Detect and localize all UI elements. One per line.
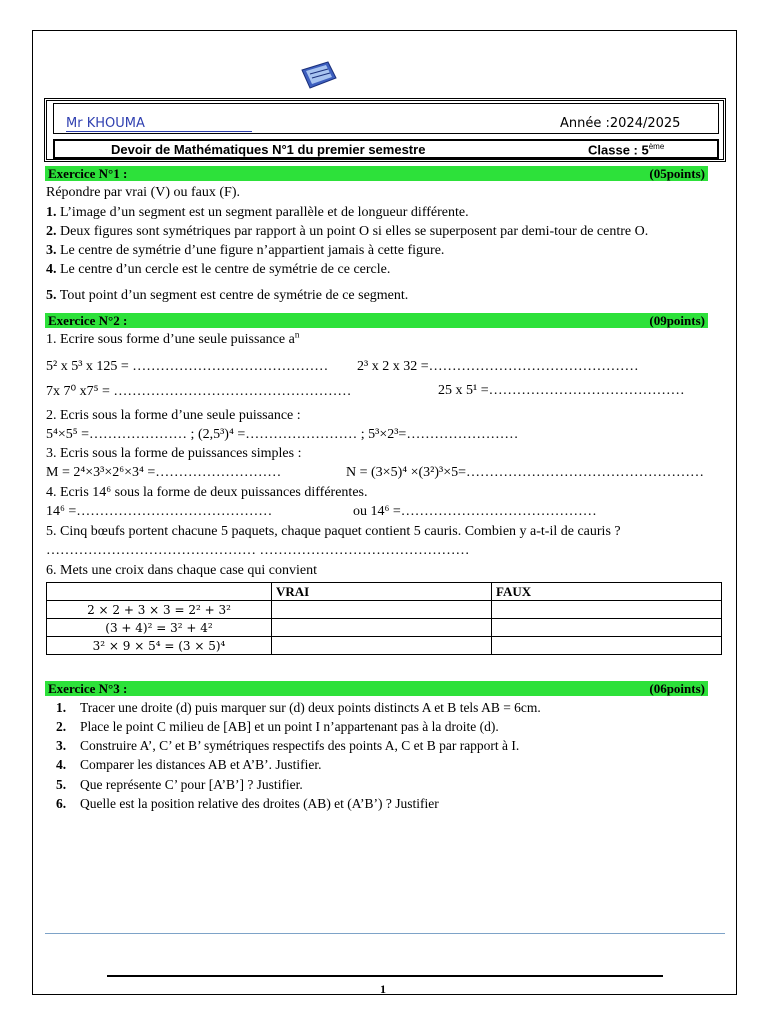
exercise-1-item xyxy=(46,205,469,221)
page-number: 1 xyxy=(380,982,386,996)
q5-line: ……………………………………… ……………………………………… xyxy=(46,543,470,558)
item-text: Deux figures sont symétriques par rapport à un point O si elles se superposent par demi-tour de centre O. xyxy=(60,224,649,239)
item-number: 2. xyxy=(56,719,67,734)
footer-divider xyxy=(45,933,725,934)
q2-line: 5⁴×5⁵ =………………… ; (2,5³)⁴ =…………………… ; 5³×2³=…………………… xyxy=(46,427,519,442)
exercise-1-item xyxy=(46,224,648,240)
table-expression: (3 + 4)² = 3² + 4² xyxy=(47,619,272,637)
q1-line-b: 2³ x 2 x 32 =……………………………………… xyxy=(357,359,639,374)
table-header-row xyxy=(47,583,722,601)
question-sup: n xyxy=(294,329,300,340)
exercise-3-item xyxy=(56,777,303,793)
exercise-3-item xyxy=(56,796,439,812)
question-4: 4. Ecris 14⁶ sous la forme de deux puissances différentes. xyxy=(46,485,368,500)
exercise-3-item xyxy=(56,719,499,735)
item-number: 5. xyxy=(46,288,57,303)
item-text: Place le point C milieu de [AB] et un point I n’appartenant pas à la droite (d). xyxy=(80,719,499,734)
table-header-cell xyxy=(47,583,272,601)
exercise-1-title: Exercice N°1 : xyxy=(48,166,128,181)
teacher-name: Mr KHOUMA xyxy=(66,116,252,132)
q3-line-b: N = (3×5)⁴ ×(3²)³×5=…………………………………………… xyxy=(346,465,705,480)
question-6: 6. Mets une croix dans chaque case qui convient xyxy=(46,563,317,578)
question-1 xyxy=(46,329,300,348)
question-3: 3. Ecris sous la forme de puissances simples : xyxy=(46,446,302,461)
vrai-cell[interactable] xyxy=(272,619,492,637)
exercise-3-item xyxy=(56,738,519,754)
table-expression: 2 × 2 + 3 × 3 = 2² + 3² xyxy=(47,601,272,619)
item-text: Le centre d’un cercle est le centre de symétrie de ce cercle. xyxy=(60,262,391,277)
exercise-1-item xyxy=(46,288,408,304)
question-text: 1. Ecrire sous forme d’une seule puissance a xyxy=(46,332,295,347)
table-row xyxy=(47,637,722,655)
table-row xyxy=(47,619,722,637)
item-text: Comparer les distances AB et A’B’. Justifier. xyxy=(80,757,322,772)
item-number: 3. xyxy=(46,243,57,258)
true-false-table xyxy=(46,582,722,655)
table-expression: 3² × 9 × 5⁴ = (3 × 5)⁴ xyxy=(47,637,272,655)
question-2: 2. Ecris sous la forme d’une seule puissance : xyxy=(46,408,301,423)
q1-line-c: 7x 7⁰ x7⁵ = …………………………………………… xyxy=(46,384,352,399)
exercise-1-points: (05points) xyxy=(649,166,705,181)
exercise-1-item xyxy=(46,262,390,278)
class-label-text: Classe : 5 xyxy=(588,142,649,158)
vrai-cell[interactable] xyxy=(272,601,492,619)
q1-line-a: 5² x 5³ x 125 = …………………………………… xyxy=(46,359,329,374)
footer-rule xyxy=(107,975,663,977)
item-number: 1. xyxy=(46,205,57,220)
item-text: Tracer une droite (d) puis marquer sur (d) deux points distincts A et B tels AB = 6cm. xyxy=(80,700,541,715)
item-number: 4. xyxy=(46,262,57,277)
exercise-3-bar xyxy=(45,681,708,696)
school-logo-icon xyxy=(298,60,338,90)
exercise-1-item xyxy=(46,243,444,259)
q4-line-a: 14⁶ =…………………………………… xyxy=(46,504,273,519)
item-number: 3. xyxy=(56,738,67,753)
item-number: 6. xyxy=(56,796,67,811)
header-row xyxy=(53,103,719,134)
exercise-3-item xyxy=(56,700,541,716)
exercise-2-title: Exercice N°2 : xyxy=(48,313,128,328)
item-text: Le centre de symétrie d’une figure n’appartient jamais à cette figure. xyxy=(60,243,445,258)
item-text: Quelle est la position relative des droites (AB) et (A’B’) ? Justifier xyxy=(80,796,439,811)
item-number: 1. xyxy=(56,700,67,715)
q3-line-a: M = 2⁴×3³×2⁶×3⁴ =……………………… xyxy=(46,465,282,480)
table-row xyxy=(47,601,722,619)
table-header-vrai: VRAI xyxy=(272,583,492,601)
faux-cell[interactable] xyxy=(492,601,722,619)
item-text: Construire A’, C’ et B’ symétriques respectifs des points A, C et B par rapport à I. xyxy=(80,738,520,753)
faux-cell[interactable] xyxy=(492,637,722,655)
item-number: 4. xyxy=(56,757,67,772)
q4-line-b: ou 14⁶ =…………………………………… xyxy=(353,504,597,519)
exercise-3-item xyxy=(56,757,321,773)
item-text: L’image d’un segment est un segment parallèle et de longueur différente. xyxy=(60,205,469,220)
class-label xyxy=(588,142,664,157)
item-number: 5. xyxy=(56,777,67,792)
table-header-faux: FAUX xyxy=(492,583,722,601)
exam-title: Devoir de Mathématiques N°1 du premier semestre xyxy=(111,142,426,157)
header-title-row xyxy=(53,139,719,159)
school-year: Année :2024/2025 xyxy=(560,116,681,131)
vrai-cell[interactable] xyxy=(272,637,492,655)
item-number: 2. xyxy=(46,224,57,239)
question-5: 5. Cinq bœufs portent chacune 5 paquets, chaque paquet contient 5 cauris. Combien y a-t-il de cauris ? xyxy=(46,524,621,539)
exercise-3-title: Exercice N°3 : xyxy=(48,681,128,696)
faux-cell[interactable] xyxy=(492,619,722,637)
exercise-1-bar xyxy=(45,166,708,181)
item-text: Que représente C’ pour [A’B’] ? Justifier. xyxy=(80,777,303,792)
q1-line-d: 25 x 5¹ =…………………………………… xyxy=(438,383,685,398)
exercise-1-intro: Répondre par vrai (V) ou faux (F). xyxy=(46,185,240,200)
exercise-3-points: (06points) xyxy=(649,681,705,696)
item-text: Tout point d’un segment est centre de symétrie de ce segment. xyxy=(59,288,409,303)
exercise-2-points: (09points) xyxy=(649,313,705,328)
class-label-sup: ème xyxy=(648,142,665,151)
exercise-2-bar xyxy=(45,313,708,328)
